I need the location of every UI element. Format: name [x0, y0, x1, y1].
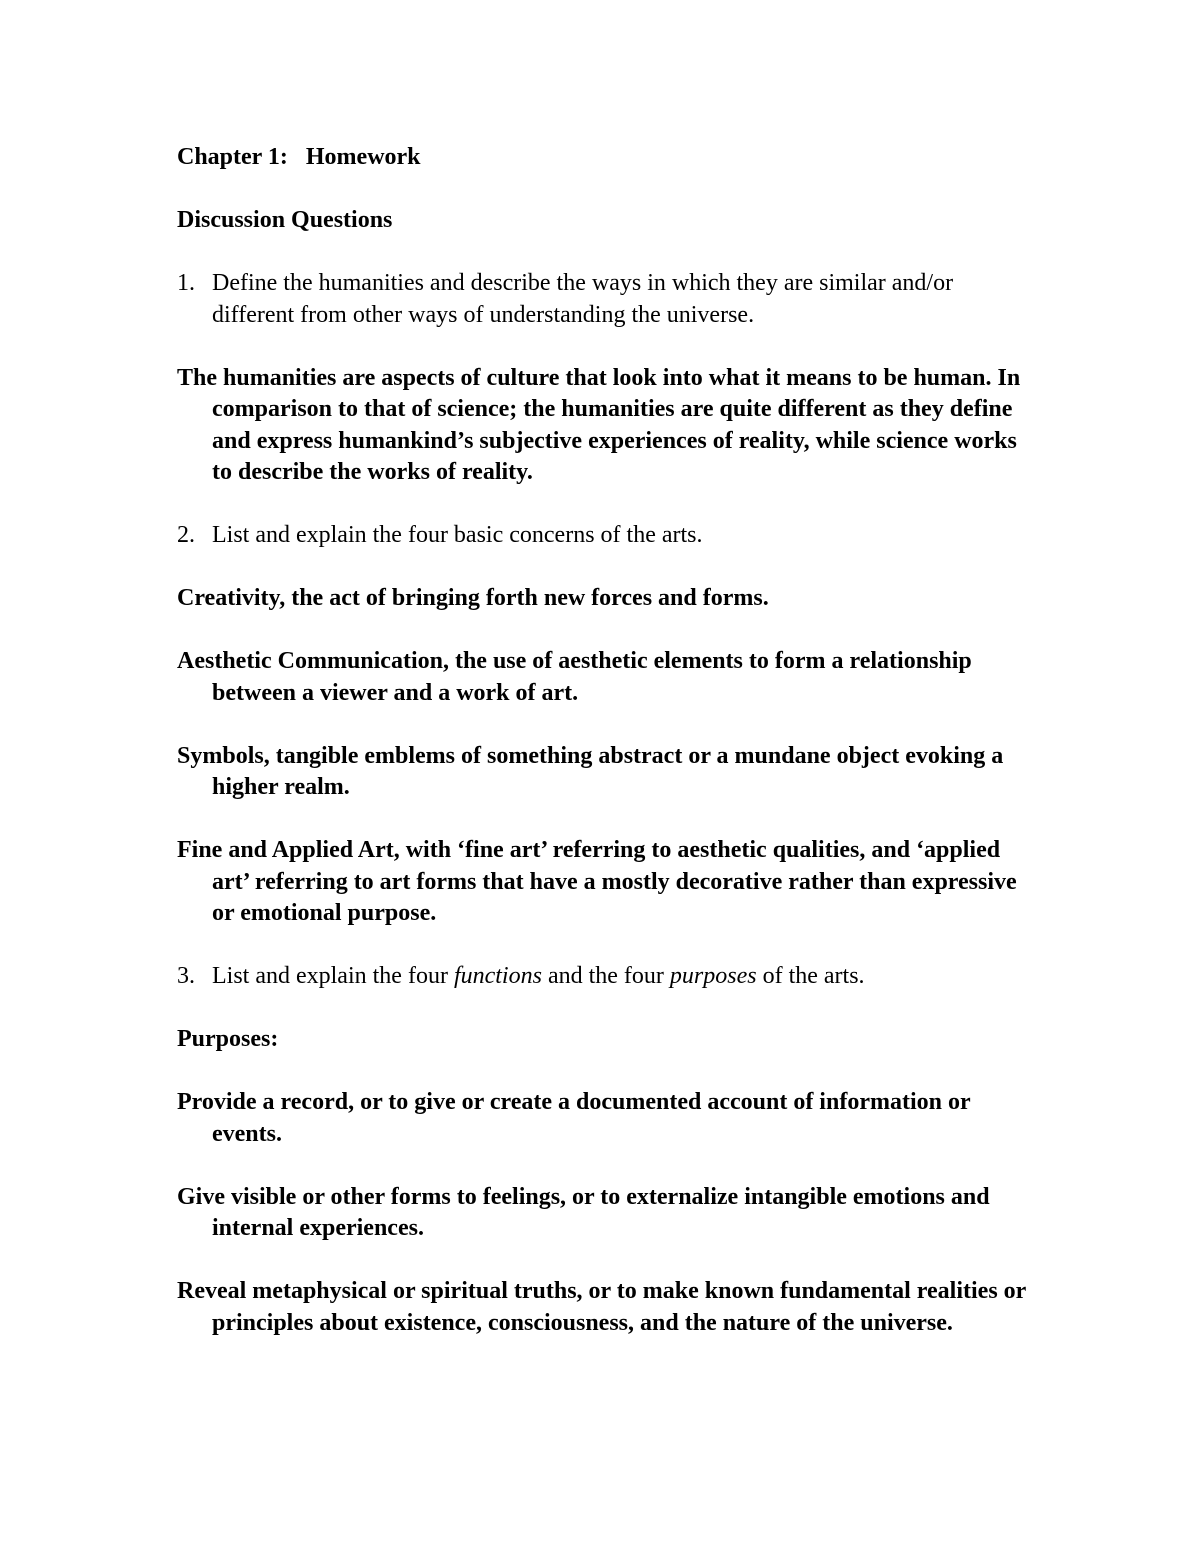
answer-2-symbols: Symbols, tangible emblems of something abstract or a mundane object evoking a higher realm.: [177, 742, 1004, 800]
question-text-part: and the four: [541, 963, 670, 989]
question-text-emphasis: functions: [453, 963, 542, 989]
answer-1: The humanities are aspects of culture that look into what it means to be human. In comparison to that of science; the humanities are quite different as they define and express humankind’s subjective experiences of reality, while science works to describe the works of reality.: [177, 364, 1021, 485]
purposes-heading: Purposes:: [177, 1026, 279, 1052]
answer-2-creativity: Creativity, the act of bringing forth new forces and forms.: [177, 585, 769, 611]
question-2: [177, 520, 1037, 552]
question-number: 2.: [177, 522, 195, 548]
purpose-truths: Reveal metaphysical or spiritual truths, or to make known fundamental realities or principles about existence, consciousness, and the nature of the universe.: [177, 1278, 1026, 1336]
question-1: [177, 268, 1037, 331]
question-text-part: of the arts.: [756, 963, 865, 989]
answer-2-fine-applied-art: Fine and Applied Art, with ‘fine art’ referring to aesthetic qualities, and ‘applied art’ referring to art forms that have a mostly decorative rather than expressive or emotional purpose.: [177, 837, 1017, 926]
question-text: List and explain the four basic concerns of the arts.: [212, 522, 703, 548]
question-number: 3.: [177, 963, 195, 989]
question-3: [177, 961, 1037, 993]
page-title: Chapter 1: Homework: [177, 144, 421, 170]
purpose-record: Provide a record, or to give or create a documented account of information or events.: [177, 1089, 971, 1147]
question-text: [212, 961, 1037, 993]
question-text-emphasis: purposes: [669, 963, 757, 989]
question-number: 1.: [177, 270, 195, 296]
document-body: [177, 142, 1037, 1371]
answer-2-aesthetic-communication: Aesthetic Communication, the use of aesthetic elements to form a relationship between a viewer and a work of art.: [177, 648, 972, 706]
question-text-part: List and explain the four: [212, 963, 454, 989]
purpose-feelings: Give visible or other forms to feelings, or to externalize intangible emotions and internal experiences.: [177, 1183, 990, 1241]
section-heading: Discussion Questions: [177, 207, 393, 233]
question-text: Define the humanities and describe the ways in which they are similar and/or different from other ways of understanding the universe.: [212, 270, 954, 328]
